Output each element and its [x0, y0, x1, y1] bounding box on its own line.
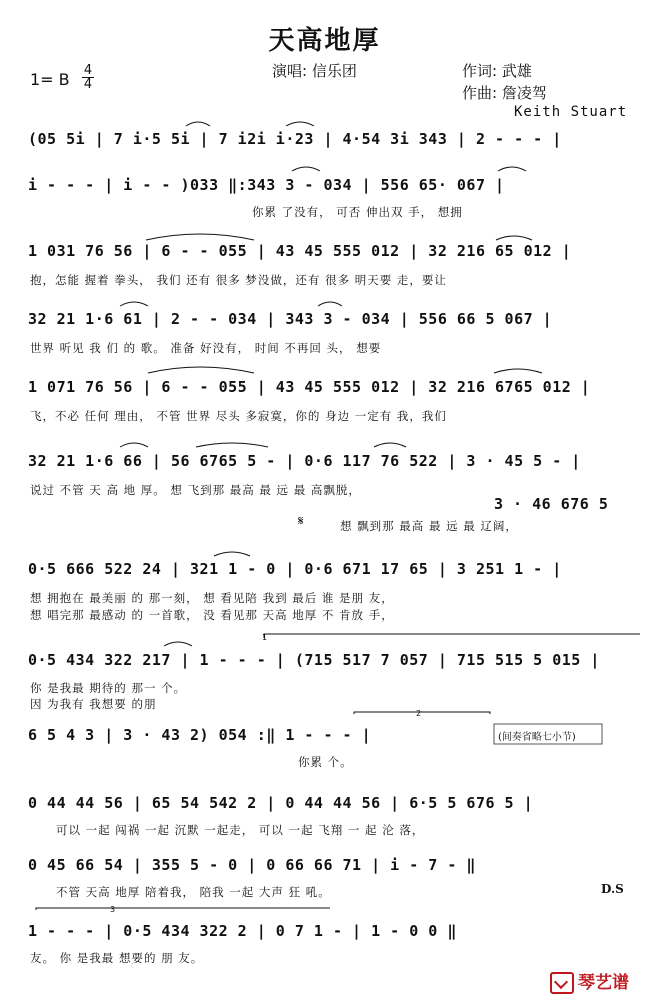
notation-row-4: 32 21 1·6 61 | 2 - - 034 | 343 3 - 034 | 556 66 5 067 | — [28, 310, 553, 328]
notation-row-11: 0 45 66 54 | 355 5 - 0 | 0 66 66 71 | i - 7 - ‖ — [28, 856, 476, 874]
slur-mark — [148, 367, 254, 373]
watermark-logo-icon — [550, 972, 574, 994]
slur-mark — [120, 302, 148, 306]
slur-mark — [494, 369, 542, 373]
notation-row-5: 1 071 76 56 | 6 - - 055 | 43 45 555 012 | 32 216 6765 012 | — [28, 378, 591, 396]
volta-3-number: 3 — [110, 905, 116, 914]
notation-row-10: 0 44 44 56 | 65 54 542 2 | 0 44 44 56 | 6·5 5 676 5 | — [28, 794, 534, 812]
notation-row-1: (05 5i | 7 i·5 5i | 7 i2i i·23 | 4·54 3i 343 | 2 - - - | — [28, 130, 562, 148]
key-signature: 1= B — [30, 70, 70, 89]
interlude-box — [494, 724, 602, 744]
lyric-row-2: 你累 了没有， 可否 伸出双 手， 想拥 — [252, 205, 463, 219]
notation-row-9: 6 5 4 3 | 3 · 43 2) 054 :‖ 1 - - - | — [28, 726, 372, 744]
notation-row-3: 1 031 76 56 | 6 - - 055 | 43 45 555 012 | 32 216 65 012 | — [28, 242, 572, 260]
lyric-row-6: 说过 不管 天 高 地 厚。 想 飞到那 最高 最 远 最 高飘脱， — [30, 483, 361, 497]
notation-row-6b: 3 · 46 676 5 — [494, 495, 609, 513]
lyric-row-4: 世界 听见 我 们 的 歌。 准备 好没有， 时间 不再回 头， 想要 — [30, 341, 382, 355]
slur-mark — [164, 642, 192, 646]
lyric-row-3: 抱，怎能 握着 拳头， 我们 还有 很多 梦没做，还有 很多 明天要 走，要让 — [30, 273, 447, 287]
lyric-row-11: 不管 天高 地厚 陪着我， 陪我 一起 大声 狂 吼。 — [56, 885, 331, 899]
lyric-row-5: 飞，不必 任何 理由， 不管 世界 尽头 多寂寞，你的 身边 一定有 我，我们 — [30, 409, 447, 423]
notation-row-6: 32 21 1·6 66 | 56 6765 5 - | 0·6 117 76 522 | 3 · 45 5 - | — [28, 452, 581, 470]
lyric-row-8b: 因 为我有 我想要 的朋 — [30, 697, 157, 711]
notation-row-2: i - - - | i - - )033 ‖:343 3 - 034 | 556 65· 067 | — [28, 176, 505, 194]
song-title: 天高地厚 — [268, 26, 381, 56]
lyric-row-9: 你累 个。 — [298, 755, 353, 769]
time-signature-numerator: 4 — [83, 63, 93, 78]
slur-mark — [292, 167, 320, 171]
volta-2-number: 2 — [416, 709, 422, 718]
lyric-row-7a: 想 拥抱在 最美丽 的 那一刻， 想 看见陪 我到 最后 谁 是朋 友， — [30, 591, 394, 605]
lyric-row-6b: 想 飘到那 最高 最 远 最 辽阔， — [340, 519, 518, 533]
slur-mark — [498, 167, 526, 171]
slur-mark — [120, 443, 148, 447]
slur-mark — [374, 443, 406, 447]
notation-row-8: 0·5 434 322 217 | 1 - - - | (715 517 7 057 | 715 515 5 015 | — [28, 651, 600, 669]
interlude-note: (间奏省略七小节) — [498, 732, 576, 743]
site-watermark — [550, 968, 629, 994]
lyric-row-10: 可以 一起 闯祸 一起 沉默 一起走， 可以 一起 飞翔 一 起 沦 落， — [56, 823, 425, 837]
segno-icon: 𝄋 — [298, 514, 304, 529]
lyricist-credit: 作词: 武雄 — [462, 62, 532, 80]
volta-bracket-3 — [36, 908, 330, 910]
lyric-row-8a: 你 是我最 期待的 那一 个。 — [30, 681, 187, 695]
composer-credit: 作曲: 詹凌驾 — [462, 84, 547, 102]
notation-row-7: 0·5 666 522 24 | 321 1 - 0 | 0·6 671 17 65 | 3 251 1 - | — [28, 560, 562, 578]
slur-mark — [196, 443, 268, 447]
time-signature-denominator: 4 — [83, 77, 93, 92]
slur-mark — [146, 234, 254, 240]
slur-mark — [214, 552, 250, 556]
watermark-text: 琴艺谱 — [578, 973, 629, 993]
dal-segno-mark: D.S — [601, 882, 624, 896]
slur-mark — [286, 122, 314, 126]
slur-mark — [496, 236, 532, 240]
volta-bracket-1 — [264, 634, 640, 638]
slur-mark — [186, 122, 210, 126]
composer-english-name: Keith Stuart — [514, 104, 628, 120]
lyric-row-12: 友。 你 是我最 想要的 朋 友。 — [30, 951, 204, 965]
notation-row-12: 1 - - - | 0·5 434 322 2 | 0 7 1 - | 1 - 0 0 ‖ — [28, 922, 457, 940]
volta-bracket-2 — [354, 712, 490, 714]
singer-credit: 演唱: 信乐团 — [272, 62, 357, 80]
slur-mark — [318, 302, 342, 306]
lyric-row-7b: 想 唱完那 最感动 的 一首歌， 没 看见那 天高 地厚 不 肯放 手， — [30, 608, 394, 622]
volta-1-number: 1 — [262, 633, 268, 642]
